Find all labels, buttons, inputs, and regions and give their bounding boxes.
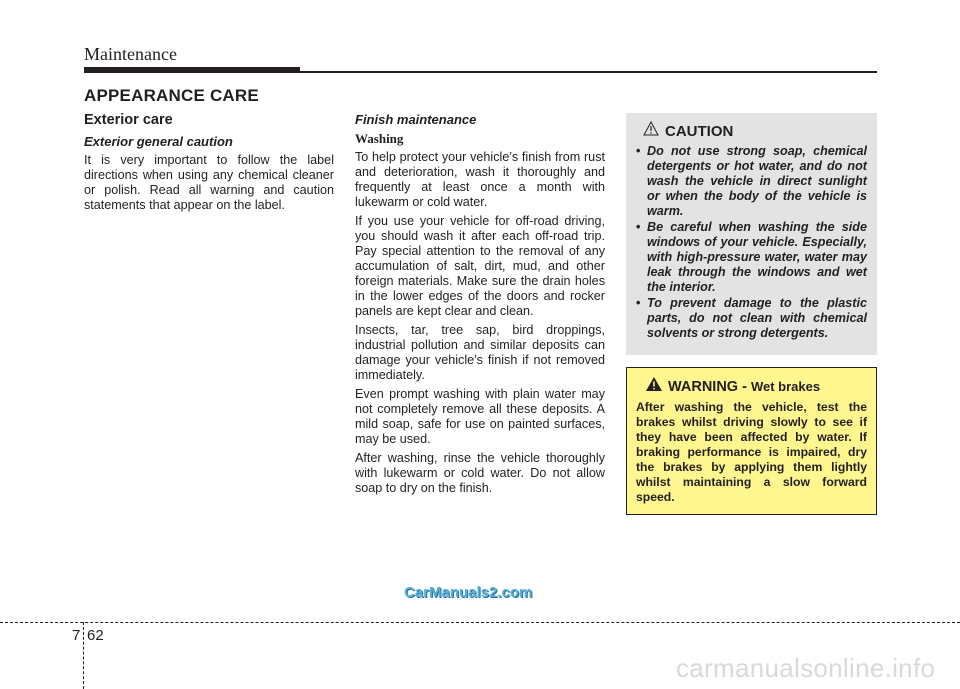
column-finish-maintenance xyxy=(355,111,605,500)
warning-triangle-icon xyxy=(645,376,663,397)
washing-paragraph: Insects, tar, tree sap, bird droppings, industrial pollution and similar deposits can damage your vehicle’s finish if not removed immediately. xyxy=(355,323,605,382)
washing-paragraph: Even prompt washing with plain water may not completely remove all these deposits. A mild soap, safe for use on painted surfaces, may be used. xyxy=(355,387,605,446)
caution-item xyxy=(635,220,867,295)
header-bar xyxy=(84,67,300,73)
column-exterior-care xyxy=(84,111,334,217)
washing-subheading: Washing xyxy=(355,131,404,146)
caution-list xyxy=(635,144,867,341)
bullet-icon: • xyxy=(636,296,641,310)
caution-item-text: To prevent damage to the plastic parts, do not clean with chemical solvents or strong detergents. xyxy=(647,296,867,340)
caution-box xyxy=(626,113,877,355)
warning-box xyxy=(626,367,877,515)
exterior-care-heading: Exterior care xyxy=(84,112,173,128)
header-rule xyxy=(300,71,877,73)
caution-item-text: Be careful when washing the side windows of your vehicle. Especially, with high-pressure water, water may leak through the windows and wet the interior. xyxy=(647,220,867,294)
caution-item xyxy=(635,296,867,341)
section-title: APPEARANCE CARE xyxy=(84,86,259,105)
warning-title xyxy=(668,379,820,395)
washing-paragraph: After washing, rinse the vehicle thoroughly with lukewarm or cold water. Do not allow soap to dry on the finish. xyxy=(355,451,605,495)
caution-title: CAUTION xyxy=(665,122,734,140)
bullet-icon: • xyxy=(636,220,641,234)
exterior-caution-paragraph: It is very important to follow the label directions when using any chemical cleaner or polish. Read all warning and caution statements that appear on the label. xyxy=(84,153,334,212)
finish-maintenance-heading: Finish maintenance xyxy=(355,112,477,127)
warning-label: WARNING - xyxy=(668,378,751,395)
bullet-icon: • xyxy=(636,144,641,158)
exterior-caution-subheading: Exterior general caution xyxy=(84,134,233,149)
caution-header xyxy=(643,121,867,141)
chapter-number: 7 xyxy=(72,627,81,644)
page-number: 62 xyxy=(87,627,104,644)
caution-triangle-icon xyxy=(643,121,659,141)
footer-vertical-rule xyxy=(83,622,84,689)
watermark-link[interactable]: CarManuals2.com xyxy=(404,584,533,601)
site-footer: carmanualsonline.info xyxy=(676,653,936,683)
warning-subtitle: Wet brakes xyxy=(750,378,821,394)
washing-paragraph: To help protect your vehicle’s finish from rust and deterioration, wash it thoroughly and frequently at least once a month with lukewarm or cold water. xyxy=(355,150,605,209)
footer-dashed-rule xyxy=(0,622,960,623)
warning-body: After washing the vehicle, test the brakes whilst driving slowly to see if they have been affected by water. If braking performance is impaired, dry the brakes by applying them lightly whilst maintaining a slow forward speed. xyxy=(636,400,867,504)
caution-item xyxy=(635,144,867,219)
caution-item-text: Do not use strong soap, chemical detergents or hot water, and do not wash the vehicle in direct sunlight or when the body of the vehicle is warm. xyxy=(647,144,867,218)
warning-header xyxy=(645,376,867,397)
washing-paragraph: If you use your vehicle for off-road driving, you should wash it after each off-road trip. Pay special attention to the removal of any accumulation of salt, dirt, mud, and other foreign materials. Make sure the drain holes in the lower edges of the doors and rocker panels are kept clear and clean. xyxy=(355,214,605,318)
header-title: Maintenance xyxy=(84,44,177,64)
